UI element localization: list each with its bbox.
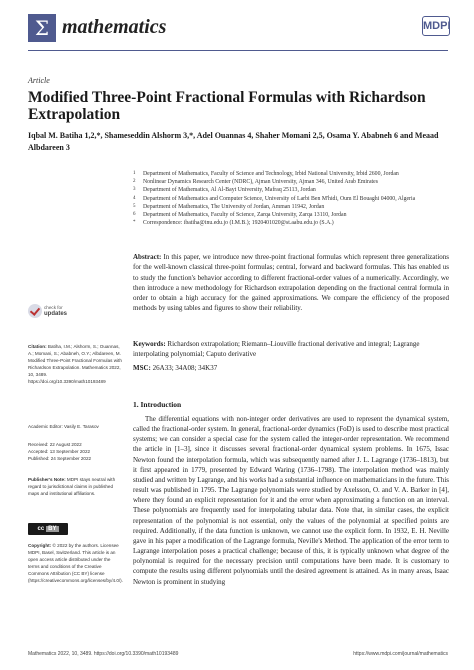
section-heading: 1. Introduction — [133, 400, 182, 409]
correspondence[interactable] — [133, 219, 453, 227]
affiliation-number: 4 — [133, 195, 136, 201]
affiliation-text: Department of Mathematics, Faculty of Science, Zarqa University, Zarqa 13110, Jordan — [143, 212, 347, 219]
affiliation-number: 1 — [133, 171, 136, 176]
msc-text: 26A33; 34A08; 34K37 — [152, 364, 218, 372]
author-list[interactable]: Iqbal M. Batiha 1,2,*, Shameseddin Alshorm 3,*, Adel Ouannas 4, Shaher Momani 2,5, Osama Y. Ababneh 6 and Meaad Albdareen 3 — [28, 131, 439, 152]
cc-icon: cc — [37, 526, 45, 532]
publisher-note-label: Publisher's Note: — [28, 477, 66, 482]
journal-name[interactable]: mathematics — [62, 16, 167, 38]
affiliation-item — [133, 211, 453, 219]
affiliation-item — [133, 178, 453, 186]
affiliation-number: 5 — [133, 203, 136, 209]
keywords-text: Richardson extrapolation; Riemann–Liouville fractional derivative and integral; Lagrange interpolating polynomial; Caputo derivative — [133, 340, 420, 359]
abstract-label: Abstract: — [133, 253, 162, 261]
academic-editor: Academic Editor: Vasily E. Tarasov — [28, 424, 99, 429]
article-title: Modified Three-Point Fractional Formulas with Richardson Extrapolation — [28, 89, 426, 123]
publisher-logo[interactable] — [422, 16, 450, 42]
abstract-text: In this paper, we introduce new three-point fractional formulas which represent three generalizations for the well-known classical three-point formulas; central, forward and backward formulas. This has enabled us to study the function's behavior according to different fractional-order values of a numerically. Accordingly, we then introduce a new methodology for Richardson extrapolation depending on the fractional central formula in order to obtain a high accuracy for the gained approximations. We compare the efficiency of the proposed methods by using tables and figures to show their reliability. — [133, 253, 450, 313]
citation-label: Citation: — [28, 344, 47, 349]
affiliation-text: Department of Mathematics and Computer Science, University of Larbi Ben M'hidi, Oum El Bouaghi 04000, Algeria — [143, 195, 416, 202]
publisher-note — [28, 477, 123, 498]
check-for-updates-button[interactable] — [28, 302, 68, 322]
affiliation-number: 3 — [133, 187, 136, 193]
received-date: Received: 22 August 2022 — [28, 442, 82, 447]
footer-journal-url[interactable]: https://www.mdpi.com/journal/mathematics — [353, 651, 448, 657]
copyright-text[interactable]: © 2022 by the authors. Licensee MDPI, Basel, Switzerland. This article is an open access article distributed under the terms and conditions of the Creative Commons Attribution (CC BY) license (https://creativecommons.org/licenses/by/4.0/). — [28, 543, 123, 583]
copyright-label: Copyright: — [28, 543, 52, 548]
publisher-note-text: MDPI stays neutral with regard to jurisdictional claims in published maps and institutional affiliations. — [28, 477, 116, 496]
affiliation-text: Department of Mathematics, Al Al-Bayt University, Mafraq 25113, Jordan — [143, 187, 316, 194]
copyright-block — [28, 543, 123, 584]
affiliation-item — [133, 170, 453, 178]
keywords-label: Keywords: — [133, 340, 166, 348]
keywords — [133, 339, 449, 360]
affiliations — [133, 170, 453, 227]
correspondence-text[interactable]: Correspondence: ibatiha@inu.edu.jo (I.M.B.); 1920401020@st.aabu.edu.jo (S.A.) — [143, 220, 334, 227]
citation-text[interactable]: Batiha, I.M.; Alshorm, S.; Ouannas, A.; Momani, S.; Ababneh, O.Y.; Albdareen, M. Modified Three-Point Fractional Formulas with Richardson Extrapolation. Mathematics 2022, 10, 3489. https://doi.org/10.3390/math10193489 — [28, 344, 122, 384]
check-line2: updates — [44, 311, 68, 317]
accepted-date: Accepted: 13 September 2022 — [28, 448, 91, 454]
published-date: Published: 24 September 2022 — [28, 455, 92, 461]
header-divider — [28, 50, 448, 51]
dates-block — [28, 442, 123, 463]
msc-codes — [133, 363, 449, 373]
affiliation-item — [133, 186, 453, 194]
cc-by-license-badge[interactable] — [28, 523, 68, 535]
by-icon: BY — [48, 526, 57, 532]
check-line1: check for — [44, 305, 63, 310]
abstract — [133, 252, 449, 314]
affiliation-number: * — [133, 220, 136, 226]
affiliation-text: Department of Mathematics, The University of Jordan, Amman 11942, Jordan — [143, 203, 325, 210]
affiliation-text: Department of Mathematics, Faculty of Science and Technology, Irbid National University, Irbid 2600, Jordan — [143, 171, 399, 177]
journal-logo-icon: Σ — [28, 14, 56, 42]
affiliation-number: 2 — [133, 179, 136, 185]
section-body: The differential equations with non-integer order derivatives are used to represent the dynamical system, called the fractional-order system. In general, fractional-order dynamics (FoD) is used to describe most practical systems; we can consider a special case for the system called the integer-order representation. We recommend the article in [1–3], since it discusses several fractional-order dynamical system problems. In 1675, Issac Newton found the interpolation formula, which was subsequently named after J. L. Lagrange (1736–1813), but it first appeared in 1779, presented by Edward Waring (1736–1798). The interpolation method was mainly studied and written by Lagrange, and his works had a substantial influence on mathematicians in the future. This result was published in 1795. The Lagrange polynomials were studied by Axelsson, O. and V. A. Barker in [4], where they found an explicit representation for it and the error when approximating a function on an interval. These polynomials are frequently used for interpolating tabular data. Note that, in similar cases, the explicit representation of the polynomial is not essential, only the values of the polynomial at specified points are required. Additionally, if the data function is unknown, we cannot use the explicit form. In 1932, E. H. Neville gave in his paper a modification of the Lagrange formula, Neville's Method. The application of the error term to Lagrange interpolation poses a practical challenge; because of this, it is typically unknown what degree of the polynomial is required for the necessary precision until computations have been made. It is customary to compute the results using different polynomials until the desired agreement is attained. As in many areas, Isaac Newton is prominent in studying — [133, 415, 449, 586]
affiliation-item — [133, 203, 453, 211]
publisher-name: MDPI — [423, 20, 451, 32]
msc-label: MSC: — [133, 364, 151, 372]
affiliation-item — [133, 195, 453, 203]
journal-header — [28, 14, 451, 44]
affiliation-number: 6 — [133, 212, 136, 218]
checkmark-icon — [28, 304, 42, 318]
citation-block — [28, 344, 123, 385]
article-type: Article — [28, 76, 50, 85]
affiliation-text: Nonlinear Dynamics Research Center (NDRC), Ajman University, Ajman 346, United Arab Emirates — [143, 179, 378, 186]
mdpi-logo-icon — [422, 16, 450, 36]
footer-citation[interactable]: Mathematics 2022, 10, 3489. https://doi.org/10.3390/math10193489 — [28, 651, 179, 657]
